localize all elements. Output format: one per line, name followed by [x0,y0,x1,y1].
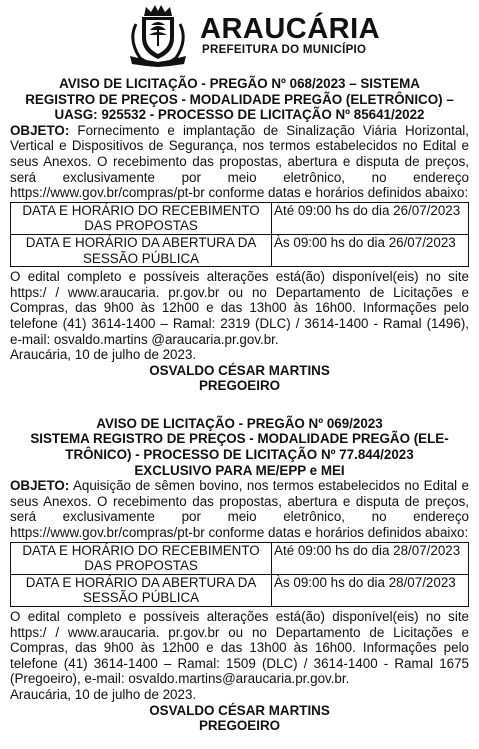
schedule-label: DATA E HORÁRIO DO RECEBIMENTO DAS PROPOSTAS [11,542,272,574]
signer-name: OSVALDO CÉSAR MARTINS [149,362,330,378]
date-line: Araucária, 10 de julho de 2023. [10,347,197,363]
brand-name: ARAUCÁRIA [200,13,381,45]
city-coat-of-arms-icon [122,4,194,68]
notice-title-line: SISTEMA REGISTRO DE PREÇOS - MODALIDADE PREGÃO (ELE- [30,431,449,447]
signer-role: PREGOEIRO [198,378,281,394]
objeto-text: Fornecimento e implantação de Sinalização Viária Horizontal, Vertical e Dispositivos de Segurança, nos termos estabelecidos no Edital e seus Anexos. O recebimento das propostas, abertura e disputa de preços, será exclusivamente por meio eletrônico, no endereço https://www.gov.br/compras/pt-br conforme datas e horários definidos abaixo: [10,122,469,201]
objeto-paragraph [10,478,469,540]
schedule-label: DATA E HORÁRIO DO RECEBIMENTO DAS PROPOSTAS [11,202,272,234]
notice-title-line: REGISTRO DE PREÇOS - MODALIDADE PREGÃO (ELETRÔNICO) – [25,91,454,107]
notice-title-line: EXCLUSIVO PARA ME/EPP e MEI [134,462,345,478]
objeto-label: OBJETO: [10,478,70,494]
notice-title [10,416,469,478]
table-row [11,574,469,606]
schedule-table [10,202,469,267]
signer-role: PREGOEIRO [198,718,281,734]
objeto-label: OBJETO: [10,122,70,138]
date-line: Araucária, 10 de julho de 2023. [10,686,197,702]
schedule-value: Até 09:00 hs do dia 28/07/2023 [272,542,469,574]
objeto-paragraph [10,123,469,201]
table-row [11,542,469,574]
schedule-table [10,542,469,607]
notice-069 [10,416,469,734]
schedule-value: Às 09:00 hs do dia 26/07/2023 [272,234,469,266]
brand-subtitle: PREFEITURA DO MUNICÍPIO [202,44,367,56]
section-spacer [10,394,469,416]
brand [200,15,380,57]
notice-title-line: AVISO DE LICITAÇÃO - PREGÃO Nº 069/2023 [96,415,383,431]
notice-068 [10,76,469,394]
notice-title-line: AVISO DE LICITAÇÃO - PREGÃO Nº 068/2023 – SISTEMA [59,76,420,91]
table-row [11,202,469,234]
signer-name: OSVALDO CÉSAR MARTINS [149,702,330,718]
notice-title [10,76,469,123]
edital-paragraph: O edital completo e possíveis alterações está(ão) disponível(eis) no site https:/ / www.araucaria. pr.gov.br ou no Departamento de Licitações e Compras, das 9h00 às 12h00 e das 13h00 às 16h00. Informações pelo telefone (41) 3614-1400 – Ramal: 2319 (DLC) / 3614-1400 - Ramal (1496), e-mail: osvaldo.martins @araucaria.pr.gov.br. [10,269,469,347]
objeto-text: Aquisição de sêmen bovino, nos termos estabelecidos no Edital e seus Anexos. O recebimento das propostas, abertura e disputa de preços, será exclusivamente por meio eletrônico, no endereço https://www.gov.br/compras/pt-br conforme datas e horários definidos abaixo: [10,478,469,541]
schedule-label: DATA E HORÁRIO DA ABERTURA DA SESSÃO PÚBLICA [11,234,272,266]
notice-title-line: UASG: 925532 - PROCESSO DE LICITAÇÃO Nº 85641/2022 [54,107,425,123]
schedule-label: DATA E HORÁRIO DA ABERTURA DA SESSÃO PÚBLICA [11,574,272,606]
schedule-value: Até 09:00 hs do dia 26/07/2023 [272,202,469,234]
schedule-value: Às 09:00 hs do dia 28/07/2023 [272,574,469,606]
notice-title-line: TRÔNICO) - PROCESSO DE LICITAÇÃO Nº 77.844/2023 [65,447,414,463]
edital-paragraph: O edital completo e possíveis alterações está(ão) disponível(eis) no site https:/ / www.araucaria. pr.gov.br ou no Departamento de Licitações e Compras, das 9h00 às 12h00 e das 13h00 às 16h00. Informações pelo telefone (41) 3614-1400 – Ramal: 1509 (DLC) / 3614-1400 - Ramal 1675 (Pregoeiro), e-mail: osvaldo.martins@araucaria.pr.gov.br. [10,609,469,687]
table-row [11,234,469,266]
page-header [10,0,469,72]
